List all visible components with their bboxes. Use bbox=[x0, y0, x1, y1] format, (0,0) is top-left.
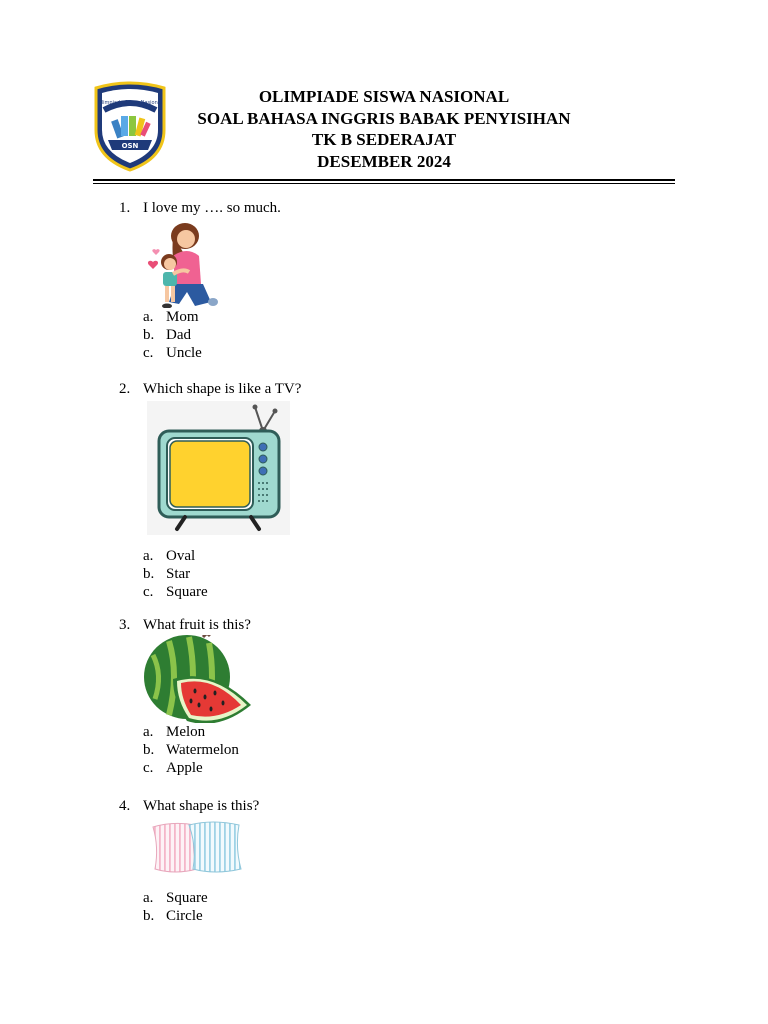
retro-television-image bbox=[147, 401, 290, 535]
option-text: Oval bbox=[166, 548, 196, 564]
option-text: Apple bbox=[166, 760, 203, 776]
question-line bbox=[119, 199, 281, 217]
option-c bbox=[143, 344, 281, 362]
question-number: 2. bbox=[119, 381, 131, 397]
option-letter: c. bbox=[143, 584, 154, 600]
option-text: Mom bbox=[166, 309, 199, 325]
option-text: Circle bbox=[166, 908, 203, 924]
question-3 bbox=[119, 616, 253, 777]
option-a bbox=[143, 723, 253, 741]
option-letter: b. bbox=[143, 327, 155, 343]
option-text: Square bbox=[166, 584, 208, 600]
header bbox=[90, 80, 678, 176]
question-text: Which shape is like a TV? bbox=[143, 381, 302, 397]
question-text: I love my …. so much. bbox=[143, 200, 281, 216]
question-line bbox=[119, 616, 253, 634]
options bbox=[143, 308, 281, 362]
question-4 bbox=[119, 797, 259, 925]
question-number: 3. bbox=[119, 617, 131, 633]
question-text: What fruit is this? bbox=[143, 617, 251, 633]
option-letter: b. bbox=[143, 908, 155, 924]
options bbox=[143, 723, 253, 777]
option-b bbox=[143, 907, 259, 925]
header-divider-thin bbox=[93, 183, 675, 184]
option-b bbox=[143, 326, 281, 344]
option-c bbox=[143, 759, 253, 777]
header-divider bbox=[93, 179, 675, 181]
option-letter: b. bbox=[143, 566, 155, 582]
option-letter: a. bbox=[143, 890, 154, 906]
document-title bbox=[90, 86, 678, 172]
question-1 bbox=[119, 199, 281, 362]
question-line bbox=[119, 380, 301, 398]
striped-pillows-image bbox=[149, 819, 245, 877]
option-a bbox=[143, 308, 281, 326]
logo-lettering: Olimpiade Siswa Nasional bbox=[97, 100, 163, 106]
mother-hugging-child-image bbox=[143, 222, 223, 308]
option-text: Watermelon bbox=[166, 742, 239, 758]
title-line: OLIMPIADE SISWA NASIONAL bbox=[258, 87, 510, 106]
question-2 bbox=[119, 380, 301, 601]
option-letter: b. bbox=[143, 742, 155, 758]
question-line bbox=[119, 797, 259, 815]
watermelon-image bbox=[143, 635, 253, 723]
option-a bbox=[143, 889, 259, 907]
option-text: Star bbox=[166, 566, 191, 582]
option-letter: a. bbox=[143, 548, 154, 564]
option-c bbox=[143, 583, 301, 601]
option-text: Uncle bbox=[166, 345, 202, 361]
subtitle-line: SOAL BAHASA INGGRIS BABAK PENYISIHAN bbox=[197, 108, 571, 128]
option-letter: a. bbox=[143, 724, 154, 740]
date-line: DESEMBER 2024 bbox=[317, 151, 451, 171]
question-text: What shape is this? bbox=[143, 798, 260, 814]
option-letter: a. bbox=[143, 309, 154, 325]
option-letter: c. bbox=[143, 760, 154, 776]
logo-badge: OSN bbox=[121, 142, 139, 150]
options bbox=[143, 889, 259, 925]
option-b bbox=[143, 741, 253, 759]
question-number: 1. bbox=[119, 200, 131, 216]
option-b bbox=[143, 565, 301, 583]
option-letter: c. bbox=[143, 345, 154, 361]
level-line: TK B SEDERAJAT bbox=[311, 130, 457, 149]
question-number: 4. bbox=[119, 798, 131, 814]
option-text: Melon bbox=[166, 724, 206, 740]
option-text: Square bbox=[166, 890, 208, 906]
option-a bbox=[143, 547, 301, 565]
options bbox=[143, 547, 301, 601]
option-text: Dad bbox=[166, 327, 191, 343]
